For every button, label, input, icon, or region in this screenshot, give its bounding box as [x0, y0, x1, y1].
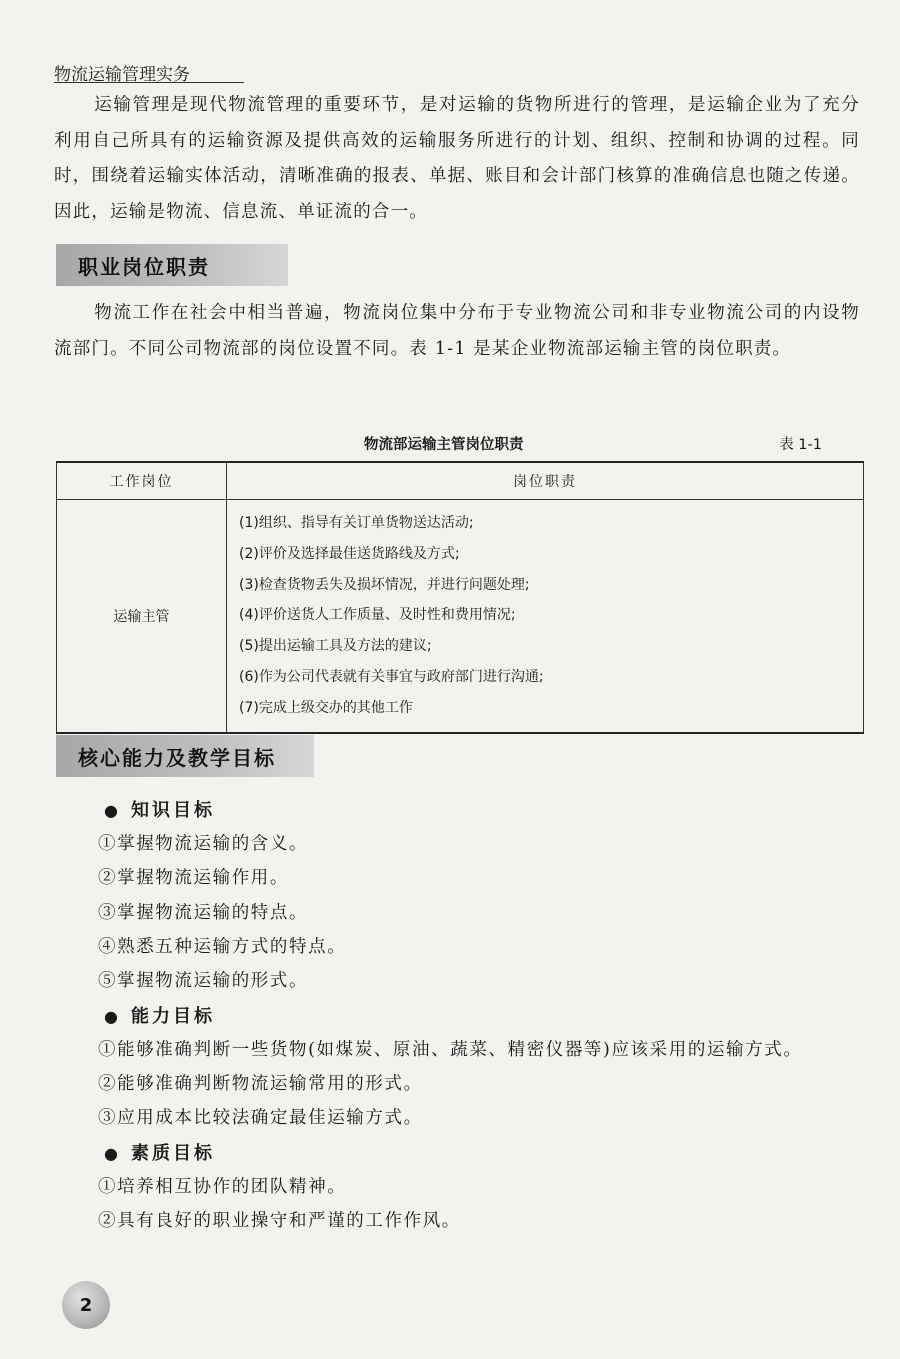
duty-item: (3)检查货物丢失及损坏情况，并进行问题处理; [239, 576, 530, 593]
duty-item: (4)评价送货人工作质量、及时性和费用情况; [239, 607, 516, 624]
section-banner-objectives [56, 735, 314, 777]
duty-item: (2)评价及选择最佳送货路线及方式; [239, 545, 460, 562]
list-item: ④熟悉五种运输方式的特点。 [98, 937, 347, 957]
duty-item: (1)组织、指导有关订单货物送达活动; [239, 515, 474, 531]
quality-heading: ● 素质目标 [104, 1143, 215, 1164]
post-cell: 运输主管 [57, 500, 227, 733]
bullet-icon: ● [104, 1007, 121, 1026]
ability-heading: ● 能力目标 [104, 1006, 215, 1027]
duty-item: (7)完成上级交办的其他工作 [239, 699, 413, 716]
col-header-post: 工作岗位 [57, 462, 227, 500]
list-item: ①掌握物流运输的含义。 [98, 834, 309, 854]
section-title: 职业岗位职责 [78, 254, 210, 279]
list-item: ①能够准确判断一些货物(如煤炭、原油、蔬菜、精密仪器等)应该采用的运输方式。 [98, 1040, 803, 1060]
bullet-icon: ● [104, 1144, 121, 1163]
list-item: ③应用成本比较法确定最佳运输方式。 [98, 1108, 423, 1128]
duty-item: (5)提出运输工具及方法的建议; [239, 638, 432, 655]
list-item: ⑤掌握物流运输的形式。 [98, 971, 309, 991]
list-item: ①培养相互协作的团队精神。 [98, 1177, 347, 1197]
list-item: ②具有良好的职业操守和严谨的工作作风。 [98, 1211, 461, 1231]
bullet-icon: ● [104, 801, 121, 820]
duties-cell [227, 500, 864, 733]
list-item: ③掌握物流运输的特点。 [98, 903, 309, 923]
table-caption [56, 433, 862, 457]
list-item: ②能够准确判断物流运输常用的形式。 [98, 1074, 423, 1094]
table-header-row [57, 462, 864, 500]
list-item: ②掌握物流运输作用。 [98, 868, 289, 888]
duty-item: (6)作为公司代表就有关事宜与政府部门进行沟通; [239, 668, 544, 685]
intro-paragraph: 运输管理是现代物流管理的重要环节，是对运输的货物所进行的管理，是运输企业为了充分利用自己所具有的运输资源及提供高效的运输服务所进行的计划、组织、控制和协调的过程。同时，围绕着运输实体活动，清晰准确的报表、单据、账目和会计部门核算的准确信息也随之传递。因此，运输是物流、信息流、单证流的合一。 [54, 95, 860, 222]
table-title: 物流部运输主管岗位职责 [364, 437, 524, 453]
duty-table [56, 461, 864, 734]
section-title: 核心能力及教学目标 [78, 745, 276, 770]
page-number-badge: 2 [62, 1281, 110, 1329]
col-header-duties: 岗位职责 [227, 462, 864, 500]
running-head-rule [54, 82, 244, 83]
section-banner-duties [56, 244, 288, 286]
table-number: 表 1-1 [779, 437, 822, 453]
table-row [57, 500, 864, 733]
knowledge-heading: ● 知识目标 [104, 800, 215, 821]
running-head: 物流运输管理实务 [54, 65, 190, 85]
duties-paragraph: 物流工作在社会中相当普遍，物流岗位集中分布于专业物流公司和非专业物流公司的内设物流部门。不同公司物流部的岗位设置不同。表 1-1 是某企业物流部运输主管的岗位职责。 [54, 303, 860, 359]
